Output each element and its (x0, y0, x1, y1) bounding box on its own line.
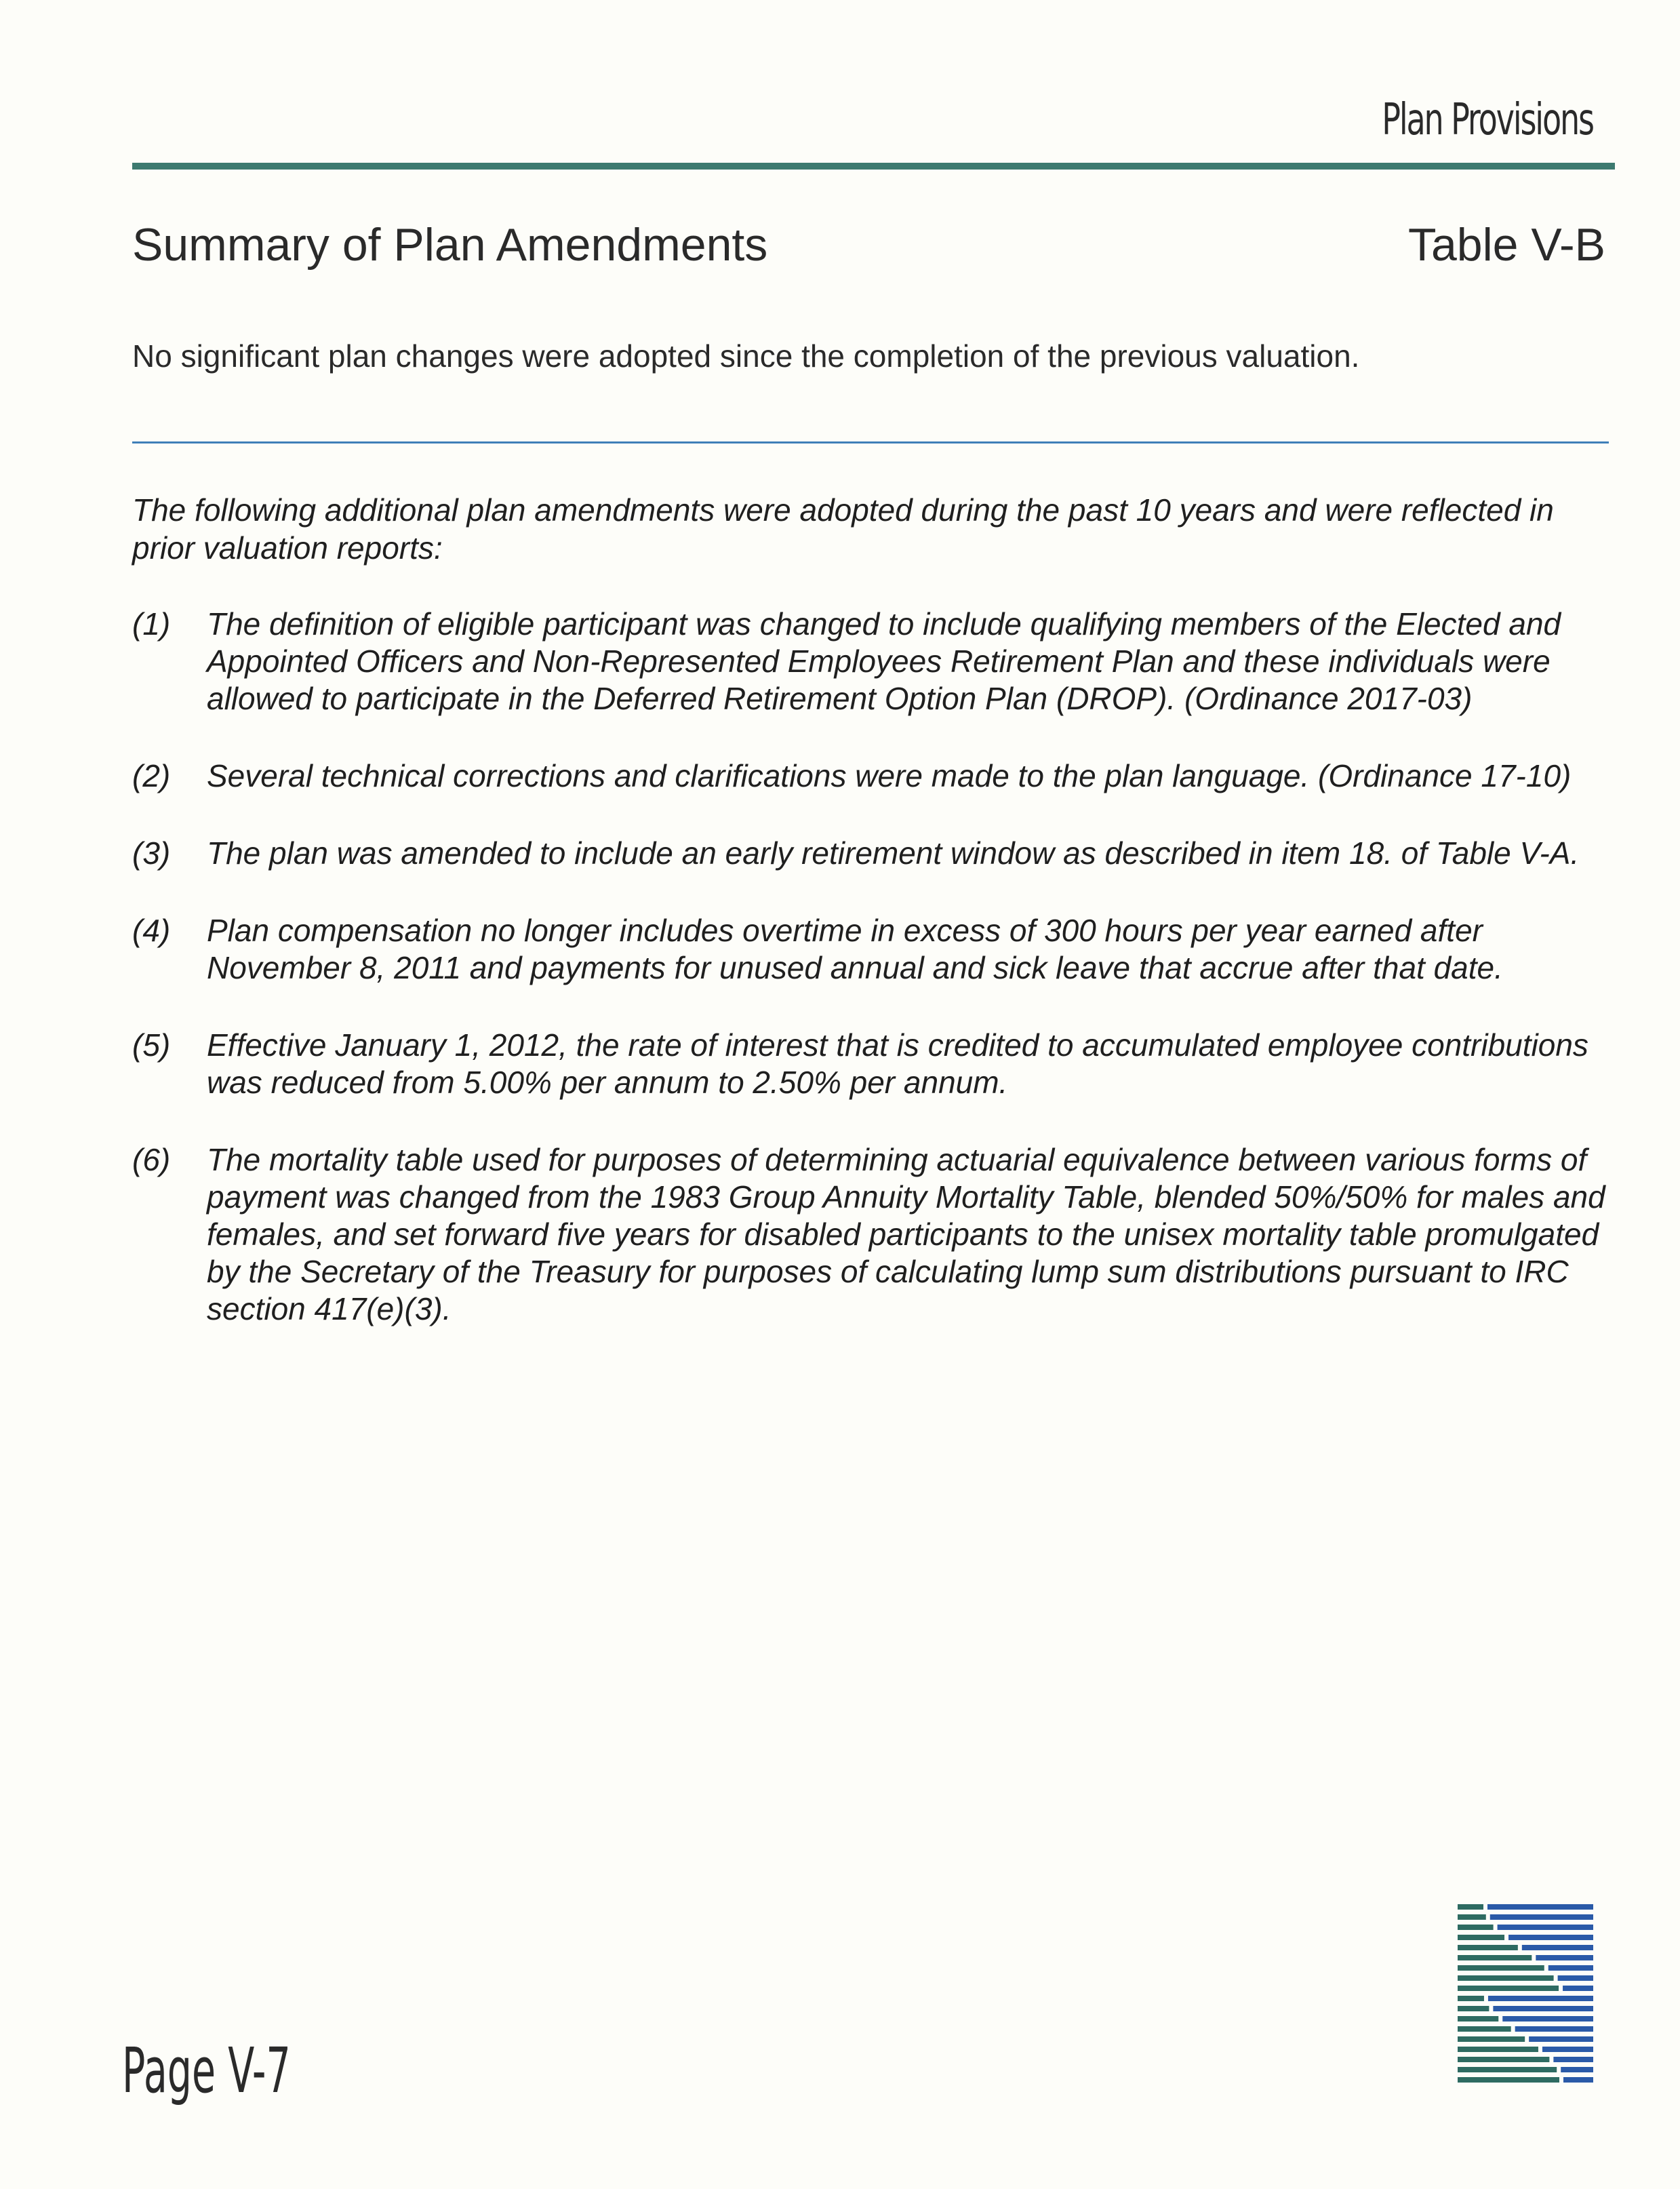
amendment-item (132, 1027, 1614, 1101)
amendment-item (132, 912, 1614, 987)
table-id: Table V-B (1407, 219, 1605, 271)
logo-stripe-blue (1515, 2026, 1593, 2032)
logo-stripe-green (1458, 2036, 1525, 2042)
section-divider (132, 441, 1609, 443)
logo-stripe-green (1458, 1914, 1486, 1920)
logo-stripe-green (1458, 2016, 1498, 2022)
logo-stripe-blue (1563, 2077, 1593, 2083)
amendment-text: The mortality table used for purposes of determining actuarial equivalence between various forms of payment was changed from the 1983 Group Annuity Mortality Table, blended 50%/50% for males and females, and set forward five years for disabled participants to the unisex mortality table promulgated by the Secretary of the Treasury for purposes of calculating lump sum distributions pursuant to IRC section 417(e)(3). (207, 1142, 1605, 1326)
logo-stripe-blue (1561, 2067, 1593, 2072)
logo-stripe-green (1458, 2057, 1549, 2062)
logo-stripe-blue (1508, 1935, 1593, 1940)
logo-stripe-blue (1536, 1955, 1593, 1960)
logo-stripe-green (1458, 1965, 1544, 1971)
amendment-number: (3) (132, 835, 171, 871)
amendment-item (132, 606, 1614, 717)
amendment-item (132, 1141, 1614, 1328)
logo-stripe-green (1458, 1996, 1484, 2001)
page-number: Page V-7 (122, 2034, 291, 2107)
logo-stripe-green (1458, 1945, 1518, 1950)
logo-stripe-blue (1493, 2006, 1593, 2011)
logo-stripe-green (1458, 2006, 1489, 2011)
segal-stripes-logo-icon (1458, 1901, 1593, 2084)
no-changes-statement: No significant plan changes were adopted since the completion of the previous valuation. (132, 338, 1360, 374)
logo-stripe-green (1458, 1975, 1554, 1981)
logo-stripe-green (1458, 2077, 1559, 2083)
amendment-number: (1) (132, 606, 171, 642)
logo-stripe-blue (1522, 1945, 1593, 1950)
logo-stripe-blue (1542, 2047, 1593, 2052)
logo-stripe-blue (1548, 1965, 1593, 1971)
logo-stripe-green (1458, 1935, 1504, 1940)
logo-stripe-green (1458, 2026, 1511, 2032)
header-rule (132, 163, 1615, 170)
amendments-intro: The following additional plan amendments were adopted during the past 10 years and were reflected in prior valuation reports: (132, 492, 1554, 566)
logo-stripe-green (1458, 1925, 1494, 1930)
amendment-text: The definition of eligible participant was changed to include qualifying members of the Elected and Appointed Officers and Non-Represented Employees Retirement Plan and these individuals were allowed to participate in the Deferred Retirement Option Plan (DROP). (Ordinance 2017-03) (207, 606, 1561, 716)
amendment-text: Effective January 1, 2012, the rate of interest that is credited to accumulated employee contributions was reduced from 5.00% per annum to 2.50% per annum. (207, 1027, 1588, 1100)
logo-stripe-blue (1502, 2016, 1593, 2022)
logo-stripe-green (1458, 1955, 1532, 1960)
amendment-item (132, 835, 1614, 872)
logo-stripe-green (1458, 1986, 1559, 1991)
logo-stripe-green (1458, 2047, 1538, 2052)
logo-stripe-blue (1498, 1925, 1593, 1930)
amendment-number: (6) (132, 1142, 171, 1177)
amendment-text: Several technical corrections and clarifications were made to the plan language. (Ordinance 17-10) (207, 758, 1572, 793)
amendment-item (132, 757, 1614, 795)
amendment-number: (2) (132, 758, 171, 793)
logo-stripe-blue (1553, 2057, 1593, 2062)
logo-stripe-green (1458, 2067, 1557, 2072)
amendment-number: (4) (132, 913, 171, 948)
logo-stripe-blue (1558, 1975, 1593, 1981)
amendment-number: (5) (132, 1027, 171, 1063)
logo-stripe-blue (1487, 1904, 1593, 1910)
amendment-text: Plan compensation no longer includes overtime in excess of 300 hours per year earned after November 8, 2011 and payments for unused annual and sick leave that accrue after that date. (207, 913, 1503, 985)
logo-stripe-blue (1529, 2036, 1593, 2042)
logo-stripe-blue (1488, 1996, 1593, 2001)
logo-stripe-blue (1490, 1914, 1593, 1920)
logo-stripe-green (1458, 1904, 1483, 1910)
logo-stripe-blue (1563, 1986, 1593, 1991)
page-title: Summary of Plan Amendments (132, 219, 768, 271)
amendments-list (132, 606, 1614, 1368)
amendment-text: The plan was amended to include an early retirement window as described in item 18. of Table V-A. (207, 835, 1580, 871)
section-name: Plan Provisions (1382, 95, 1593, 145)
